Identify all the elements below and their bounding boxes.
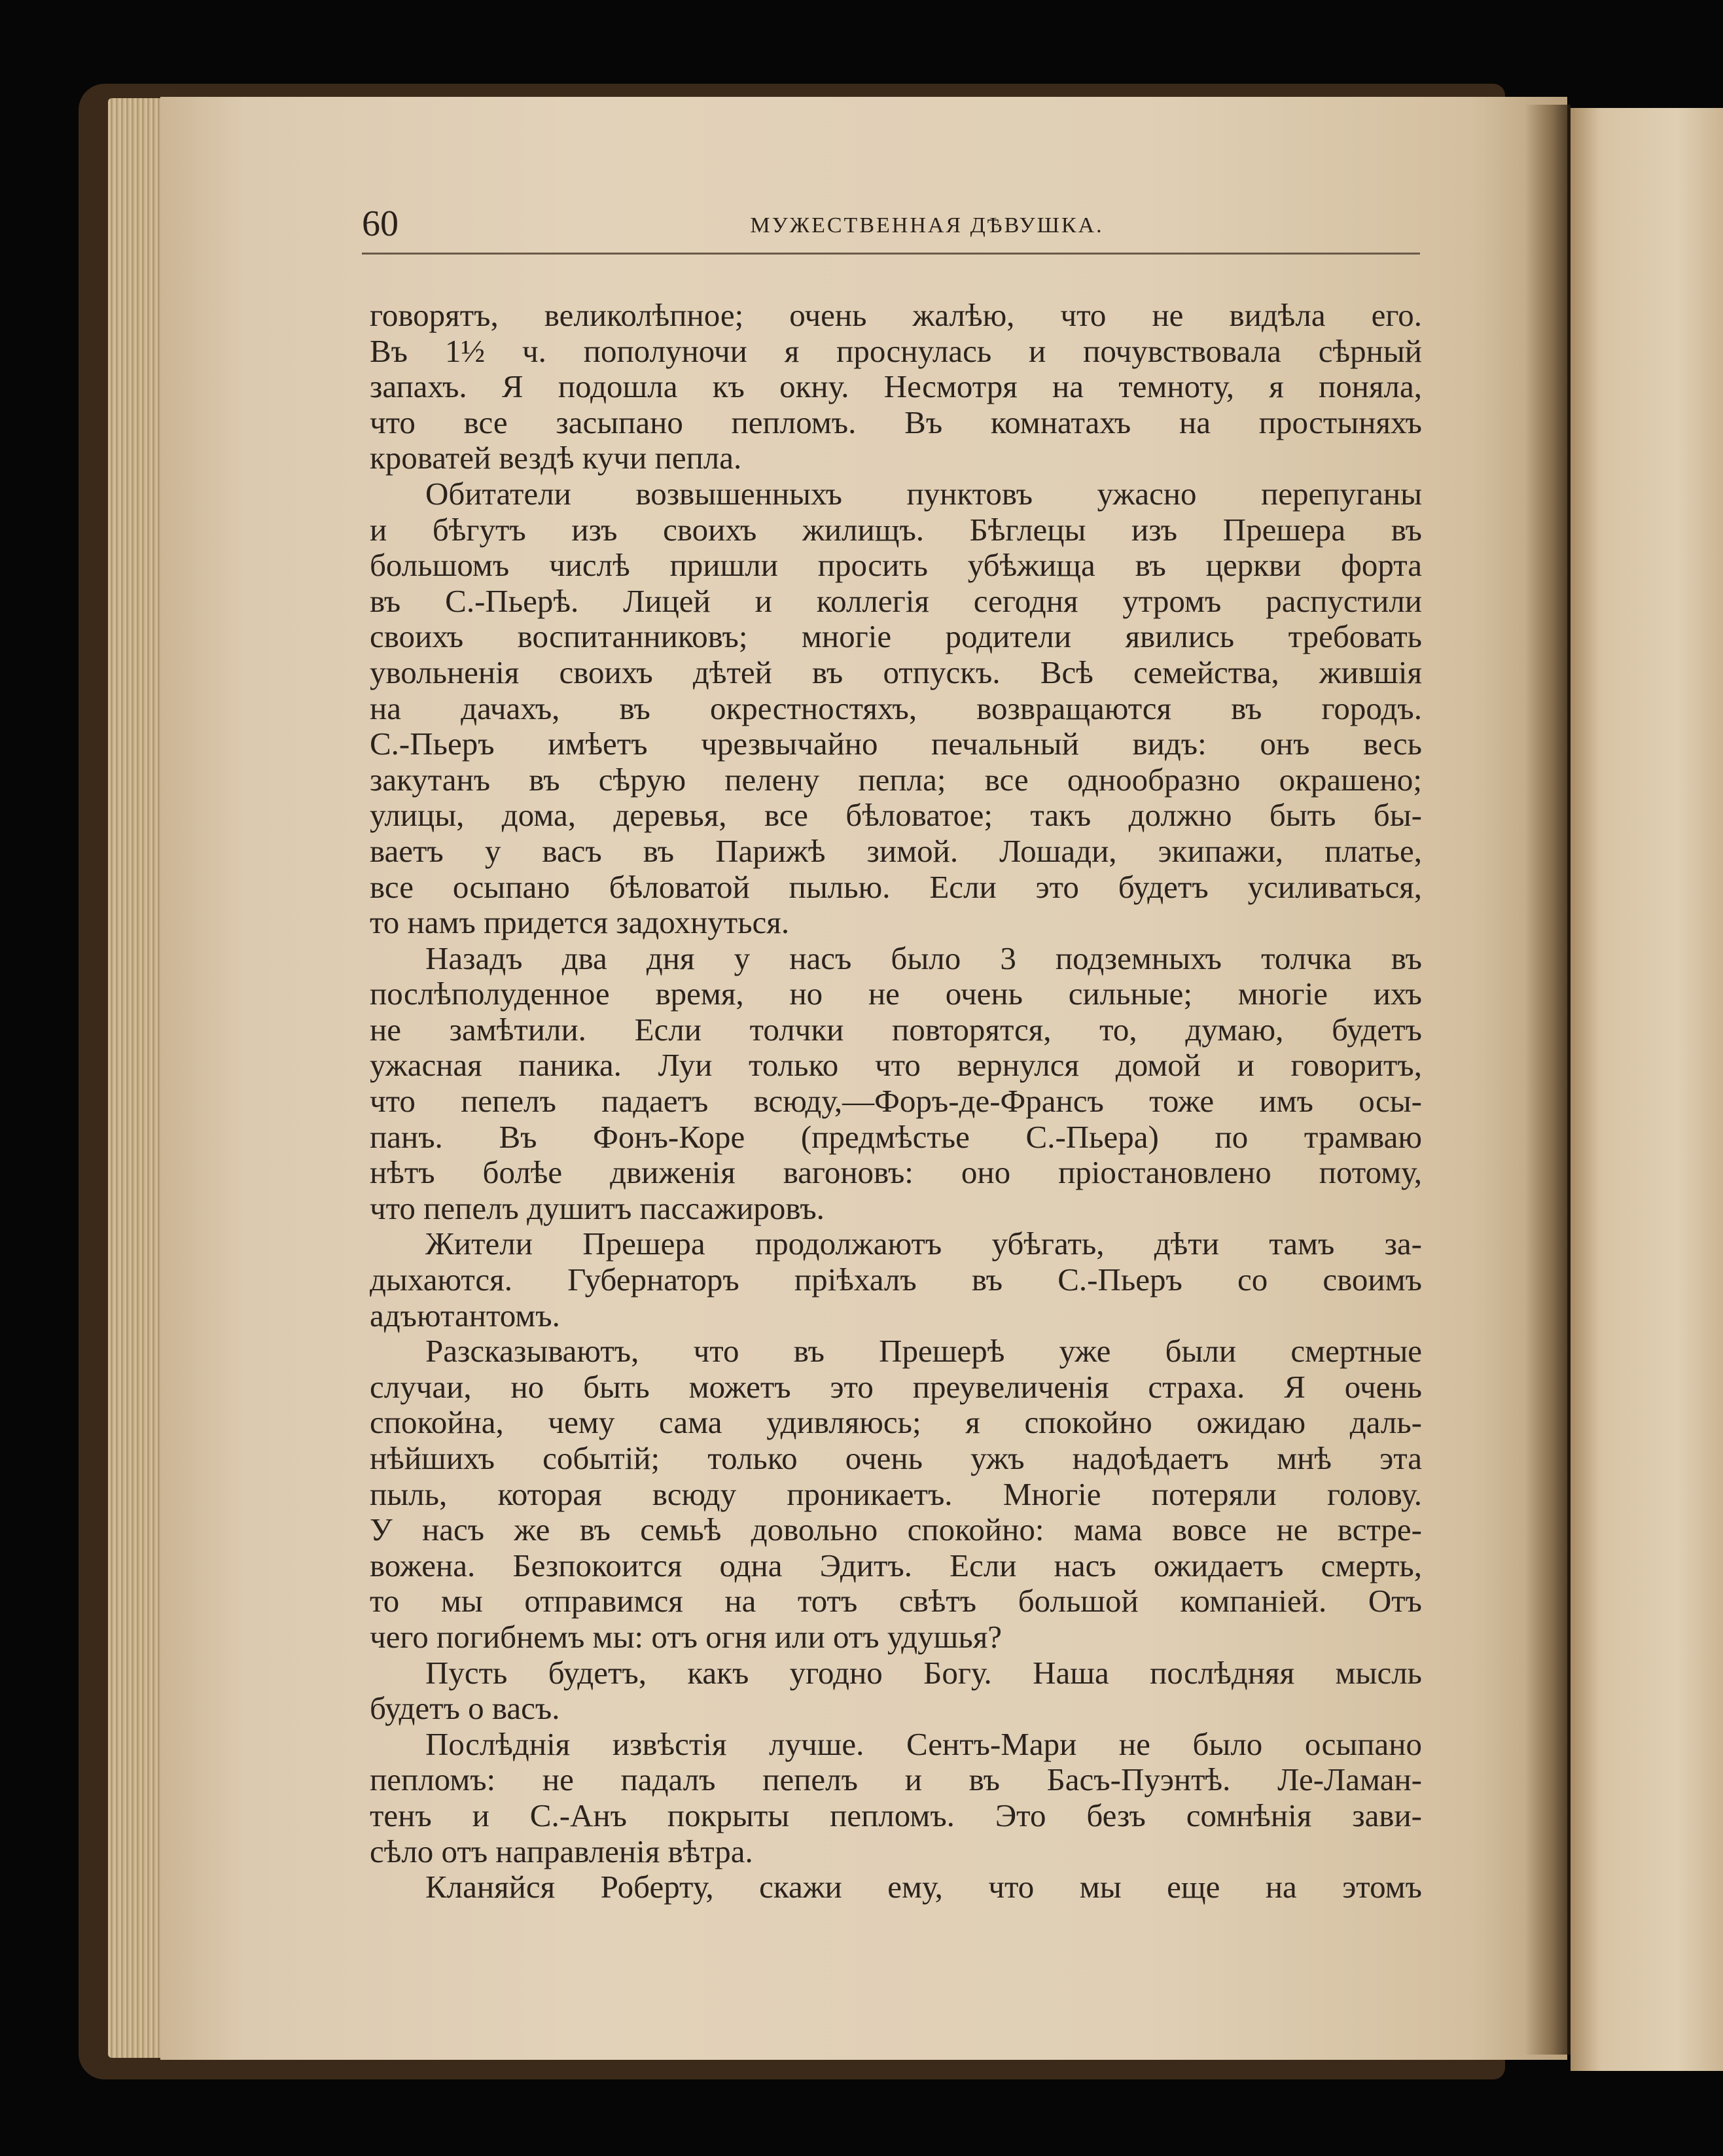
text-line: ужасная паника. Луи только что вернулся домой и говоритъ,	[370, 1047, 1422, 1084]
text-line: запахъ. Я подошла къ окну. Несмотря на темноту, я поняла,	[370, 368, 1422, 405]
text-line: то мы отправимся на тотъ свѣтъ большой компаніей. Отъ	[370, 1583, 1422, 1619]
text-line: не замѣтили. Если толчки повторятся, то, думаю, будетъ	[370, 1011, 1422, 1048]
text-line: дыхаются. Губернаторъ пріѣхалъ въ С.-Пьеръ со своимъ	[370, 1262, 1422, 1298]
text-line: чего погибнемъ мы: отъ огня или отъ удушья?	[370, 1618, 1003, 1655]
running-title: МУЖЕСТВЕННАЯ ДѢВУШКА.	[750, 213, 1104, 238]
text-line: будетъ о васъ.	[370, 1690, 560, 1727]
text-line: пыль, которая всюду проникаетъ. Многіе потеряли голову.	[370, 1476, 1422, 1512]
text-line: своихъ воспитанниковъ; многіе родители явились требовать	[370, 618, 1422, 655]
text-line: спокойна, чему сама удивляюсь; я спокойно ожидаю даль-	[370, 1404, 1422, 1441]
text-line: и бѣгутъ изъ своихъ жилищъ. Бѣглецы изъ Прешера въ	[370, 511, 1422, 548]
text-line: на дачахъ, въ окрестностяхъ, возвращаются въ городъ.	[370, 690, 1422, 726]
text-line: Обитатели возвышенныхъ пунктовъ ужасно перепуганы	[425, 475, 1422, 512]
text-line: въ С.-Пьерѣ. Лицей и коллегія сегодня утромъ распустили	[370, 582, 1422, 619]
text-line: что пепелъ падаетъ всюду,—Форъ-де-Франсъ тоже имъ осы-	[370, 1083, 1422, 1120]
text-line: Назадъ два дня у насъ было 3 подземныхъ толчка въ	[425, 940, 1422, 976]
page-number: 60	[362, 203, 399, 244]
text-line: ваетъ у васъ въ Парижѣ зимой. Лошади, экипажи, платье,	[370, 832, 1422, 869]
book-gutter	[1525, 105, 1571, 2055]
page-edges	[108, 98, 167, 2058]
text-line: панъ. Въ Фонъ-Коре (предмѣстье С.-Пьера) по трамваю	[370, 1118, 1422, 1155]
text-line: адъютантомъ.	[370, 1297, 560, 1334]
text-line: что пепелъ душитъ пассажировъ.	[370, 1190, 825, 1226]
text-line: нѣтъ болѣе движенія вагоновъ: оно пріостановлено потому,	[370, 1154, 1422, 1191]
text-line: Пусть будетъ, какъ угодно Богу. Наша послѣдняя мысль	[425, 1654, 1422, 1691]
text-line: Въ 1½ ч. пополуночи я проснулась и почувствовала сѣрный	[370, 332, 1422, 369]
text-line: закутанъ въ сѣрую пелену пепла; все однообразно окрашено;	[370, 761, 1422, 798]
text-line: случаи, но быть можетъ это преувеличенія страха. Я очень	[370, 1368, 1422, 1405]
text-line: кроватей вездѣ кучи пепла.	[370, 440, 742, 476]
text-line: Разсказываютъ, что въ Прешерѣ уже были смертные	[425, 1333, 1422, 1370]
text-line: Кланяйся Роберту, скажи ему, что мы еще на этомъ	[425, 1869, 1422, 1905]
text-line: нѣйшихъ событій; только очень ужъ надоѣдаетъ мнѣ эта	[370, 1440, 1422, 1476]
text-line: послѣполуденное время, но не очень сильные; многіе ихъ	[370, 976, 1422, 1012]
page-header	[362, 196, 1420, 255]
facing-page	[1571, 108, 1723, 2071]
text-line: С.-Пьеръ имѣетъ чрезвычайно печальный видъ: онъ весь	[370, 726, 1422, 762]
text-line: говорятъ, великолѣпное; очень жалѣю, что не видѣла его.	[370, 297, 1422, 333]
text-line: что все засыпано пепломъ. Въ комнатахъ на простыняхъ	[370, 404, 1422, 440]
text-line: то намъ придется задохнуться.	[370, 904, 790, 941]
body-text	[370, 298, 1422, 1905]
text-line: улицы, дома, деревья, все бѣловатое; такъ должно быть бы-	[370, 797, 1422, 834]
text-line: вожена. Безпокоится одна Эдитъ. Если насъ ожидаетъ смерть,	[370, 1547, 1422, 1583]
text-line: тенъ и С.-Анъ покрыты пепломъ. Это безъ сомнѣнія зави-	[370, 1797, 1422, 1833]
text-line: сѣло отъ направленія вѣтра.	[370, 1833, 753, 1869]
text-line: увольненія своихъ дѣтей въ отпускъ. Всѣ семейства, жившія	[370, 654, 1422, 690]
text-line: Послѣднія извѣстія лучше. Сентъ-Мари не было осыпано	[425, 1725, 1422, 1762]
text-line: У насъ же въ семьѣ довольно спокойно: мама вовсе не встре-	[370, 1511, 1422, 1548]
text-line: Жители Прешера продолжаютъ убѣгать, дѣти тамъ за-	[425, 1226, 1422, 1262]
text-line: пепломъ: не падалъ пепелъ и въ Басъ-Пуэнтѣ. Ле-Ламан-	[370, 1761, 1422, 1798]
text-line: все осыпано бѣловатой пылью. Если это будетъ усиливаться,	[370, 868, 1422, 905]
text-line: большомъ числѣ пришли просить убѣжища въ церкви форта	[370, 547, 1422, 584]
